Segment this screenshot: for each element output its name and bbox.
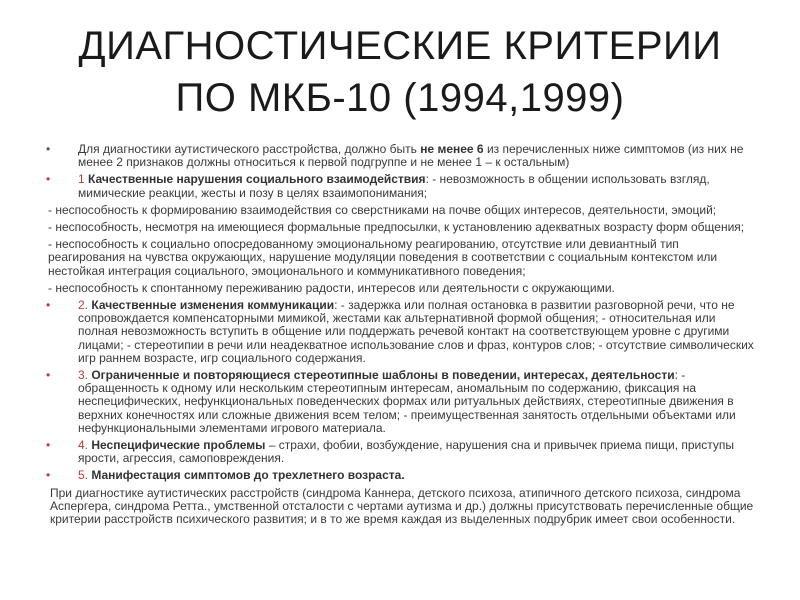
- criterion-number: 2.: [78, 298, 89, 313]
- slide-body: [38, 143, 758, 530]
- criterion-4: [38, 439, 758, 465]
- title-line-1: ДИАГНОСТИЧЕСКИЕ КРИТЕРИИ: [78, 24, 722, 68]
- criterion-3: [38, 369, 758, 435]
- criterion-text: – страхи, фобии, возбуждение, нарушения сна и привычек приема пищи, приступы ярости, агрессия, самоповреждения.: [78, 438, 734, 466]
- criterion-number: 3.: [78, 368, 89, 383]
- bullet-marker: •: [46, 142, 51, 156]
- criterion-2: [38, 299, 758, 365]
- subpoint-3: - неспособность к социально опосредованному эмоциональному реагированию, отсутствие или девиантный тип реагирования на чувства окружающих, нарушение модуляции поведения в соответствии с социальным контекстом или нестойкая интеграция социального, эмоционального и коммуникативного поведения;: [48, 237, 718, 278]
- criterion-heading: Неспецифические проблемы: [88, 438, 266, 453]
- criterion-text: : - задержка или полная остановка в развитии разговорной речи, что не сопровождается компенсаторными мимикой, жестами как альтернативной формой общения; - относительная или полная невозможность вступить в общение или поддержать речевой контакт на соответствующем уровне с другими лицами; - стереотипии в речи или неадекватное использование слов и фраз, контуров слов; - отсутствие символических игр раннем возрасте, игр социального содержания.: [78, 298, 754, 365]
- subpoint-4: - неспособность к спонтанному переживанию радости, интересов или деятельности с окружающими.: [48, 280, 615, 295]
- criterion-5: [38, 469, 758, 482]
- criterion-heading: Ограниченные и повторяющиеся стереотипные шаблоны в поведении, интересах, деятельности: [88, 368, 675, 383]
- bullet-marker: •: [46, 468, 51, 483]
- criterion-text: : - обращенность к одному или нескольким стереотипным интересам, аномальным по содержанию, фиксация на неспецифических, нефункциональных поведенческих формах или ритуальных действиях, стереотипные движения в верхних конечностях или сложные движения всем телом; - преимущественная занятость отдельными объектами или нефункциональными элементами игрового материала.: [78, 368, 736, 435]
- title-line-2: ПО МКБ-10 (1994,1999): [175, 76, 625, 120]
- bullet-marker: •: [46, 368, 51, 383]
- criterion-number: 5.: [78, 468, 89, 483]
- emphasis-count: не менее 6: [420, 142, 484, 156]
- criterion-heading: Качественные изменения коммуникации: [88, 298, 335, 313]
- final-paragraph: При диагностике аутистических расстройств (синдрома Каннера, детского психоза, атипичного детского психоза, синдрома Аспергера, синдрома Ретта., умственной отсталости с чертами аутизма и др.) должны присутствовать перечисленные общие критерии расстройств психического развития; и в то же время каждая из выделенных подрубрик имеет свои особенности.: [50, 485, 754, 527]
- criterion-1: [38, 173, 758, 199]
- bullet-marker: •: [46, 438, 51, 453]
- criterion-heading: Качественные нарушения социального взаимодействия: [84, 172, 426, 187]
- criterion-heading: Манифестация симптомов до трехлетнего возраста.: [88, 468, 405, 483]
- slide-title: [0, 20, 800, 124]
- subpoint-2: - неспособность, несмотря на имеющиеся формальные предпосылки, к установлению адекватных возрасту форм общения;: [48, 220, 745, 235]
- subpoint-1: - неспособность к формированию взаимодействия со сверстниками на почве общих интересов, деятельности, эмоций;: [48, 202, 717, 217]
- criterion-text: : - невозможность в общении использовать взгляд, мимические реакции, жесты и позу в целях взаимопонимания;: [78, 172, 710, 200]
- intro-bullet: • Для диагностики аутистического расстройства, должно быть не менее 6 из перечисленных ниже симптомов (из них не менее 2 признаков должны относиться к первой подгруппе и не менее 1 – к остальным): [46, 142, 744, 170]
- criterion-number: 1: [78, 172, 85, 187]
- bullet-marker: •: [46, 172, 51, 187]
- criterion-number: 4.: [78, 438, 89, 453]
- bullet-marker: •: [46, 298, 51, 313]
